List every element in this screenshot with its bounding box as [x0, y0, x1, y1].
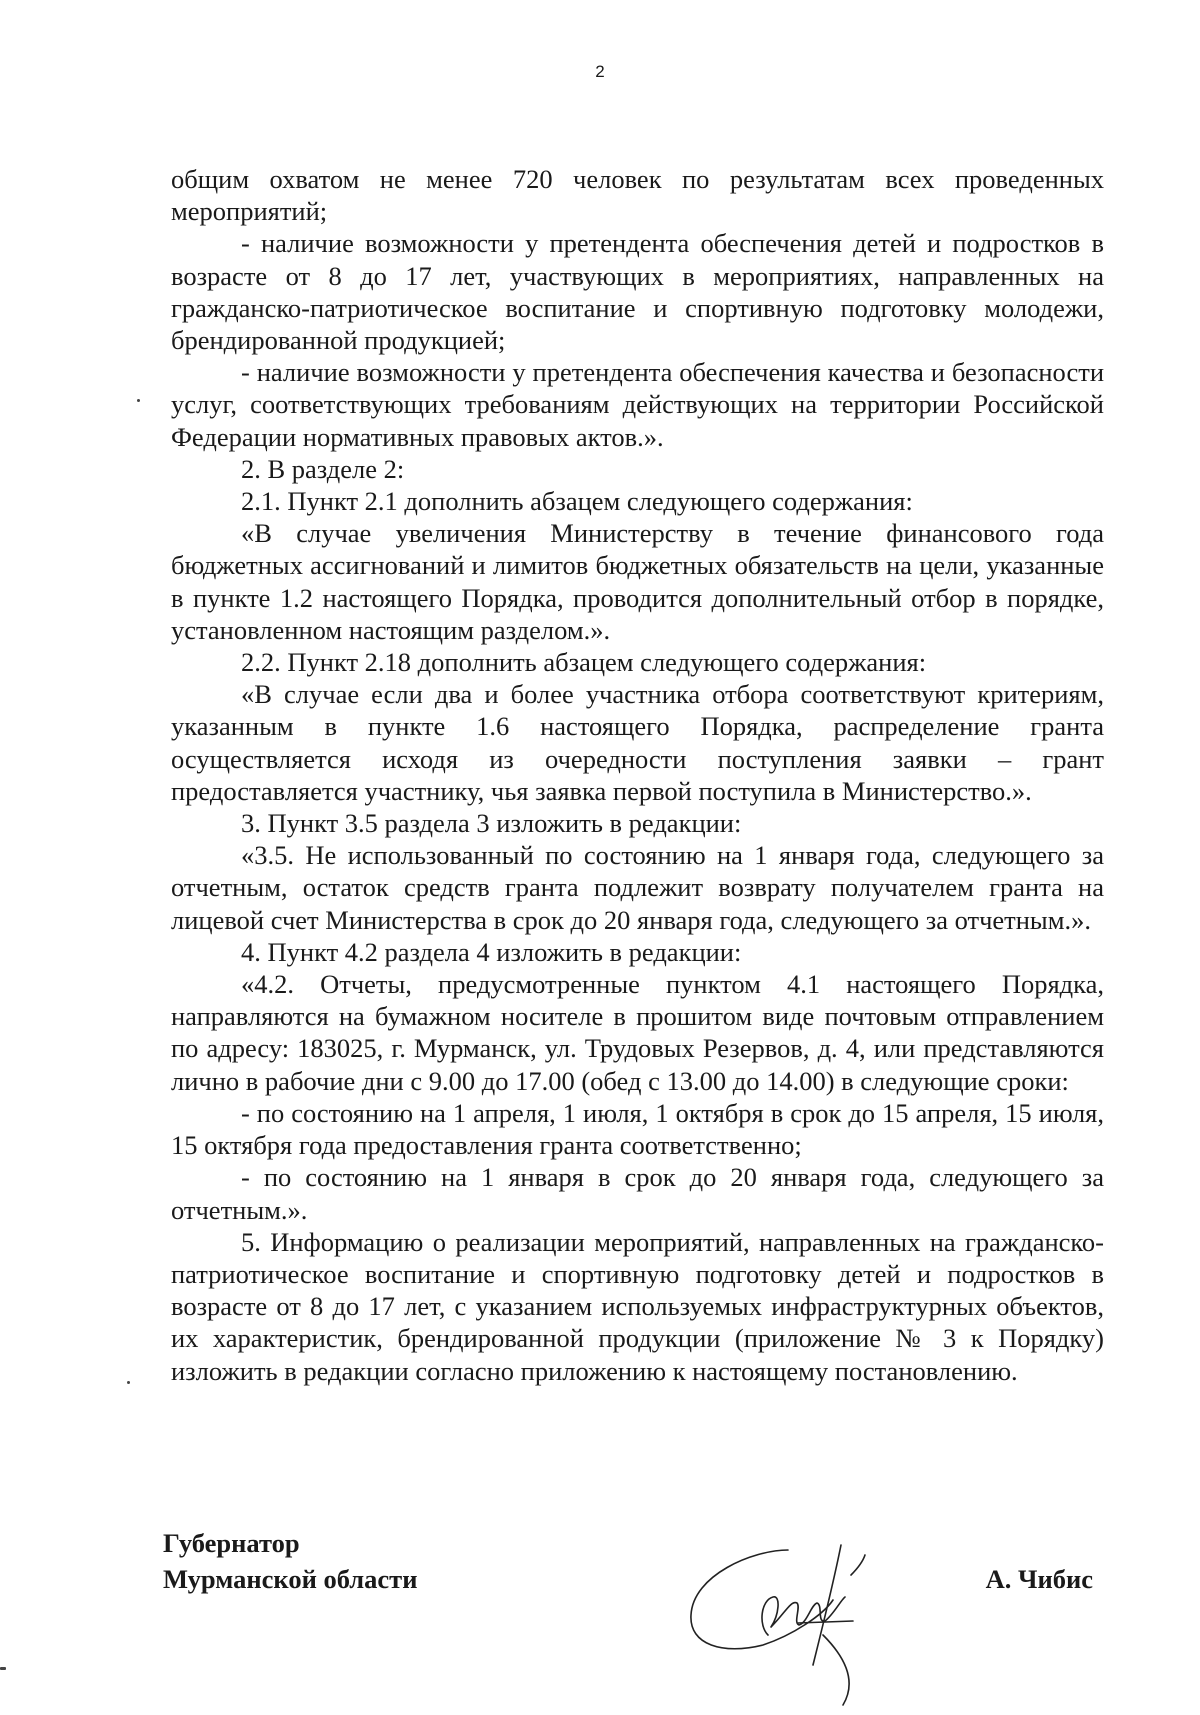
- paragraph: 2.2. Пункт 2.18 дополнить абзацем следующего содержания:: [241, 647, 927, 678]
- paragraph: «В случае увеличения Министерству в течение финансового года бюджетных ассигнований и лимитов бюджетных обязательств на цели, указанные в пункте 1.2 настоящего Порядка, проводится дополнительный отбор в порядке, установленном настоящим разделом.».: [171, 518, 1104, 645]
- scan-speck: [137, 399, 140, 402]
- paragraph: 4. Пункт 4.2 раздела 4 изложить в редакции:: [241, 936, 742, 967]
- paragraph: 2.1. Пункт 2.1 дополнить абзацем следующего содержания:: [241, 486, 913, 517]
- paragraph: - наличие возможности у претендента обеспечения детей и подростков в возрасте от 8 до 17 лет, участвующих в мероприятиях, направленных на гражданско-патриотическое воспитание и спортивную подготовку молодежи, брендированной продукцией;: [171, 228, 1104, 356]
- signer-position-line1: Губернатор: [163, 1528, 300, 1558]
- scan-speck: [0, 1667, 6, 1670]
- paragraph: - наличие возможности у претендента обеспечения качества и безопасности услуг, соответствующих требованиям действующих на территории Российской Федерации нормативных правовых актов.».: [171, 357, 1104, 452]
- scan-speck: [127, 1381, 130, 1384]
- signer-name: А. Чибис: [985, 1564, 1093, 1594]
- signature-block: [163, 1525, 1093, 1695]
- paragraph: 5. Информацию о реализации мероприятий, направленных на гражданско-патриотическое воспитание и спортивную подготовку детей и подростков в возрасте от 8 до 17 лет, с указанием используемых инфраструктурных объектов, их характеристик, брендированной продукции (приложение № 3 к Порядку) изложить в редакции согласно приложению к настоящему постановлению.: [171, 1226, 1104, 1386]
- handwritten-signature: [673, 1505, 883, 1715]
- page-number: 2: [595, 62, 605, 81]
- paragraph: 3. Пункт 3.5 раздела 3 изложить в редакции:: [241, 808, 742, 839]
- document-body: [171, 163, 1104, 1387]
- paragraph: 2. В разделе 2:: [241, 453, 405, 484]
- paragraph: «3.5. Не использованный по состоянию на 1 января года, следующего за отчетным, остаток средств гранта подлежит возврату получателем гранта на лицевой счет Министерства в срок до 20 января года, следующего за отчетным.».: [171, 840, 1104, 935]
- paragraph: общим охватом не менее 720 человек по результатам всех проведенных мероприятий;: [171, 164, 1104, 227]
- paragraph: - по состоянию на 1 января в срок до 20 января года, следующего за отчетным.».: [171, 1162, 1104, 1225]
- signer-position: [163, 1525, 417, 1597]
- paragraph: - по состоянию на 1 апреля, 1 июля, 1 октября в срок до 15 апреля, 15 июля, 15 октября года предоставления гранта соответственно;: [171, 1097, 1104, 1161]
- paragraph: «В случае если два и более участника отбора соответствуют критериям, указанным в пункте 1.6 настоящего Порядка, распределение гранта осуществляется исходя из очередности поступления заявки – грант предоставляется участнику, чья заявка первой поступила в Министерство.».: [171, 679, 1104, 806]
- paragraph: «4.2. Отчеты, предусмотренные пунктом 4.1 настоящего Порядка, направляются на бумажном носителе в прошитом виде почтовым отправлением по адресу: 183025, г. Мурманск, ул. Трудовых Резервов, д. 4, или представляются лично в рабочие дни с 9.00 до 17.00 (обед с 13.00 до 14.00) в следующие сроки:: [171, 969, 1104, 1096]
- signer-position-line2: Мурманской области: [163, 1564, 418, 1594]
